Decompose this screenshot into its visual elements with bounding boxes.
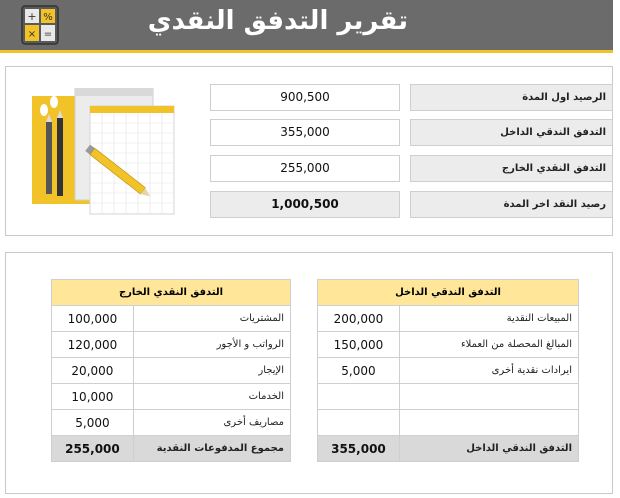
calculator-icon	[20, 4, 60, 46]
inflow-label-cell[interactable]: المبالغ المحصلة من العملاء	[399, 332, 578, 358]
inflow-value-cell[interactable]: 150,000	[318, 332, 400, 358]
svg-text:+: +	[27, 10, 37, 23]
table-header-row	[318, 280, 579, 306]
outflow-value-cell[interactable]: 100,000	[52, 306, 134, 332]
outflow-total-value: 255,000	[52, 436, 134, 462]
outflow-label-cell[interactable]: الخدمات	[133, 384, 290, 410]
outflow-label-cell[interactable]: مصاريف أخرى	[133, 410, 290, 436]
outflow-value-cell[interactable]: 120,000	[52, 332, 134, 358]
cash-inflow-table-title: التدفق الندقي الداخل	[318, 280, 579, 306]
table-row	[318, 306, 579, 332]
table-row	[318, 410, 579, 436]
header-bar	[0, 0, 613, 53]
outflow-total-label: مجموع المدفوعات النقدية	[133, 436, 290, 462]
table-total-row	[52, 436, 291, 462]
outflow-value-cell[interactable]: 20,000	[52, 358, 134, 384]
inflow-label-cell[interactable]: المبيعات النقدية	[399, 306, 578, 332]
table-row	[52, 332, 291, 358]
table-header-row	[52, 280, 291, 306]
summary-label-opening-balance: الرصيد اول المدة	[410, 84, 613, 111]
page-title: تقرير التدفق النقدي	[147, 6, 408, 36]
notepad-pencils-icon	[30, 88, 180, 218]
summary-label-cash-inflow: التدفق الندقي الداخل	[410, 119, 613, 146]
table-row	[52, 358, 291, 384]
table-row	[52, 384, 291, 410]
svg-text:=: =	[43, 29, 53, 40]
table-row	[52, 306, 291, 332]
outflow-value-cell[interactable]: 5,000	[52, 410, 134, 436]
summary-value-cash-inflow[interactable]: 355,000	[210, 119, 400, 146]
table-row	[318, 358, 579, 384]
outflow-label-cell[interactable]: الإيجار	[133, 358, 290, 384]
outflow-value-cell[interactable]: 10,000	[52, 384, 134, 410]
cash-inflow-table	[317, 279, 579, 462]
inflow-total-value: 355,000	[318, 436, 400, 462]
outflow-label-cell[interactable]: الرواتب و الأجور	[133, 332, 290, 358]
summary-value-closing-balance[interactable]: 1,000,500	[210, 191, 400, 218]
summary-value-cash-outflow[interactable]: 255,000	[210, 155, 400, 182]
summary-label-cash-outflow: التدفق النقدي الخارج	[410, 155, 613, 182]
inflow-value-cell[interactable]	[318, 384, 400, 410]
svg-text:×: ×	[27, 29, 37, 40]
cash-outflow-table-title: التدفق النقدي الخارج	[52, 280, 291, 306]
outflow-label-cell[interactable]: المشتريات	[133, 306, 290, 332]
summary-label-closing-balance: رصيد النقد اخر المدة	[410, 191, 613, 218]
inflow-label-cell[interactable]	[399, 410, 578, 436]
inflow-value-cell[interactable]: 200,000	[318, 306, 400, 332]
inflow-label-cell[interactable]	[399, 384, 578, 410]
svg-text:%: %	[43, 12, 53, 23]
table-row	[52, 410, 291, 436]
inflow-total-label: التدفق الندقي الداخل	[399, 436, 578, 462]
inflow-label-cell[interactable]: ايرادات نقدية أخرى	[399, 358, 578, 384]
table-total-row	[318, 436, 579, 462]
inflow-value-cell[interactable]: 5,000	[318, 358, 400, 384]
table-row	[318, 384, 579, 410]
table-row	[318, 332, 579, 358]
summary-value-opening-balance[interactable]: 900,500	[210, 84, 400, 111]
cash-outflow-table	[51, 279, 291, 462]
inflow-value-cell[interactable]	[318, 410, 400, 436]
